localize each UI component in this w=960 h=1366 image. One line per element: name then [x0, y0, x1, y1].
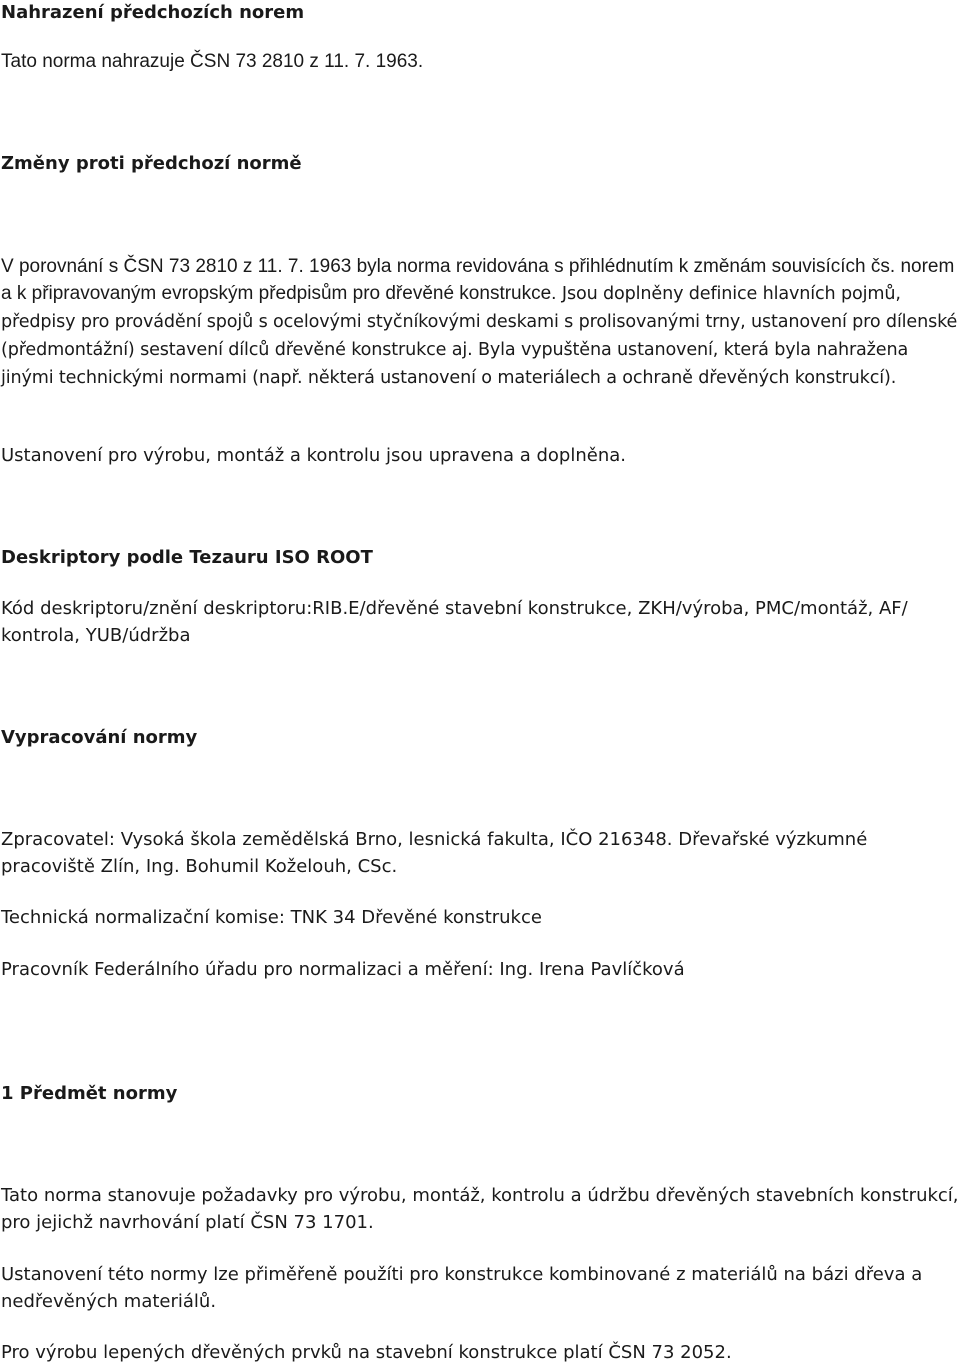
heading-preparation: Vypracování normy — [1, 727, 198, 748]
descriptors-text: Kód deskriptoru/znění deskriptoru:RIB.E/dřevěné stavební konstrukce, ZKH/výroba, PMC/montáž, AF/ kontrola, YUB/údržba — [1, 598, 908, 646]
changes-text-part2: Jsou doplněny definice hlavních pojmů, předpisy pro provádění spojů s ocelovými styčníkovými deskami s prolisovanými trny, ustanovení pro dílenské (předmontážní) sestavení dílců dřevěné konstrukce aj. Byla vypuštěna ustanovení, která byla nahražena jinými technickými normami (např. některá ustanovení o materiálech a ochraně dřevěných konstrukcí). — [1, 284, 958, 388]
subject-paragraph-3: Pro výrobu lepených dřevěných prvků na stavební konstrukce platí ČSN 73 2052. — [1, 1342, 732, 1363]
heading-subject: 1 Předmět normy — [1, 1083, 178, 1104]
heading-descriptors: Deskriptory podle Tezauru ISO ROOT — [1, 547, 373, 568]
heading-replacement: Nahrazení předchozích norem — [1, 2, 305, 23]
preparation-officer: Pracovník Federálního úřadu pro normalizaci a měření: Ing. Irena Pavlíčková — [1, 959, 685, 980]
changes-text-2: Ustanovení pro výrobu, montáž a kontrolu jsou upravena a doplněna. — [1, 445, 626, 466]
changes-text-part1: V porovnání s ČSN 73 2810 z 11. 7. 1963 byla norma revidována s přihlédnutím k změnám souvisících čs. norem a k připravovaným evropským předpisům pro dřevěné konstrukce. — [1, 256, 955, 304]
replacement-text: Tato norma nahrazuje ČSN 73 2810 z 11. 7. 1963. — [1, 51, 424, 72]
heading-changes: Změny proti předchozí normě — [1, 153, 302, 174]
preparation-author: Zpracovatel: Vysoká škola zemědělská Brno, lesnická fakulta, IČO 216348. Dřevařské výzkumné pracoviště Zlín, Ing. Bohumil Koželouh, CSc. — [1, 829, 868, 877]
subject-paragraph-2: Ustanovení této normy lze přiměřeně použíti pro konstrukce kombinované z materiálů na bázi dřeva a nedřevěných materiálů. — [1, 1264, 923, 1312]
subject-paragraph-1: Tato norma stanovuje požadavky pro výrobu, montáž, kontrolu a údržbu dřevěných stavebních konstrukcí, pro jejichž navrhování platí ČSN 73 1701. — [1, 1185, 959, 1233]
preparation-committee: Technická normalizační komise: TNK 34 Dřevěné konstrukce — [1, 907, 542, 928]
changes-text — [1, 253, 960, 392]
